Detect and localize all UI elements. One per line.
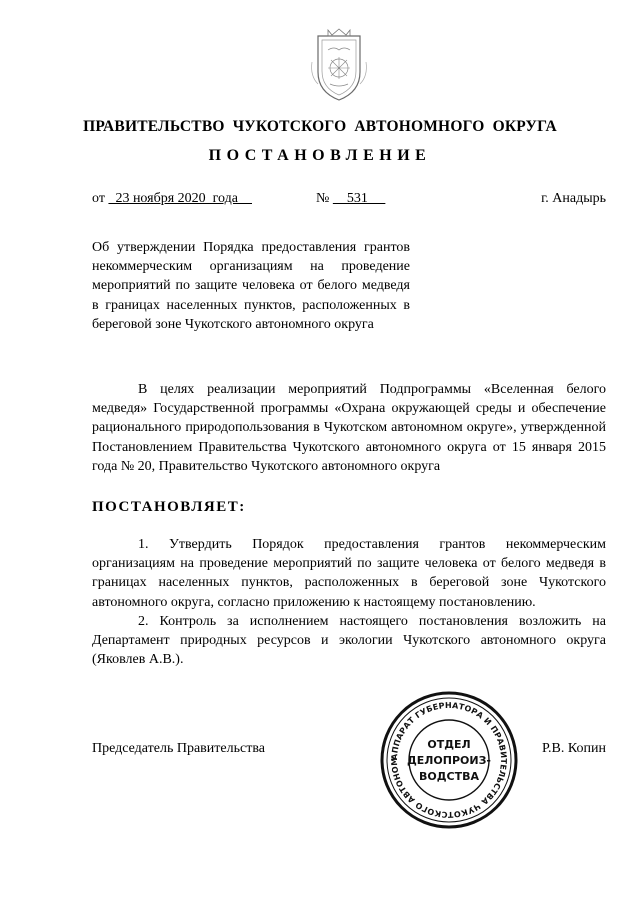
stamp-line-1: ОТДЕЛ [427,738,471,751]
resolution-item-2: 2. Контроль за исполнением настоящего постановления возложить на Департамент природных ресурсов и экологии Чукотского автономного округа (Яковлев А.В.). [92,613,606,668]
document-number: 531 [332,191,386,206]
organization-title: ПРАВИТЕЛЬСТВО ЧУКОТСКОГО АВТОНОМНОГО ОКРУГА [83,118,557,135]
number-line [316,191,385,207]
document-type: ПОСТАНОВЛЕНИЕ [208,147,432,164]
number-sign: № [316,191,330,206]
stamp-line-3: ВОДСТВА [418,770,480,783]
preamble-paragraph: В целях реализации мероприятий Подпрограммы «Вселенная белого медведя» Государственной программы «Охрана окружающей среды и обеспечение рационального природопользования в Чукотском автономном округе», утвержденной Постановлением Правительства Чукотского автономного округа от 15 января 2015 года № 20, Правительство Чукотского автономного округа [92,382,606,474]
resolution-items [92,535,606,669]
official-stamp [378,689,520,831]
city: г. Анадырь [541,191,606,206]
signatory-name: Р.В. Копин [542,741,606,756]
date-prefix: от [92,191,105,206]
resolution-item-1: 1. Утвердить Порядок предоставления грантов некоммерческим организациям на проведение мероприятий по защите человека от белого медведя в границах населенных пунктов, расположенных в береговой зоне Чукотского автономного округа, согласно приложению к настоящему постановлению. [92,537,606,610]
coat-of-arms-emblem [304,26,374,106]
document-subject: Об утверждении Порядка предоставления грантов некоммерческим организациям на проведение мероприятий по защите человека от белого медведя в границах населенных пунктов, расположенных в береговой зоне Чукотского автономного округа [92,240,410,332]
stamp-ring-text: АППАРАТ ГУБЕРНАТОРА И ПРАВИТЕЛЬСТВА ЧУКОТСКОГО АВТОНОМ [389,700,509,820]
document-date: 23 ноября 2020 года [108,191,252,206]
signatory-position: Председатель Правительства [92,741,265,756]
resolution-heading: ПОСТАНОВЛЯЕТ: [92,499,246,515]
stamp-line-2: ДЕЛОПРОИЗ- [406,754,492,767]
date-line [92,191,252,207]
